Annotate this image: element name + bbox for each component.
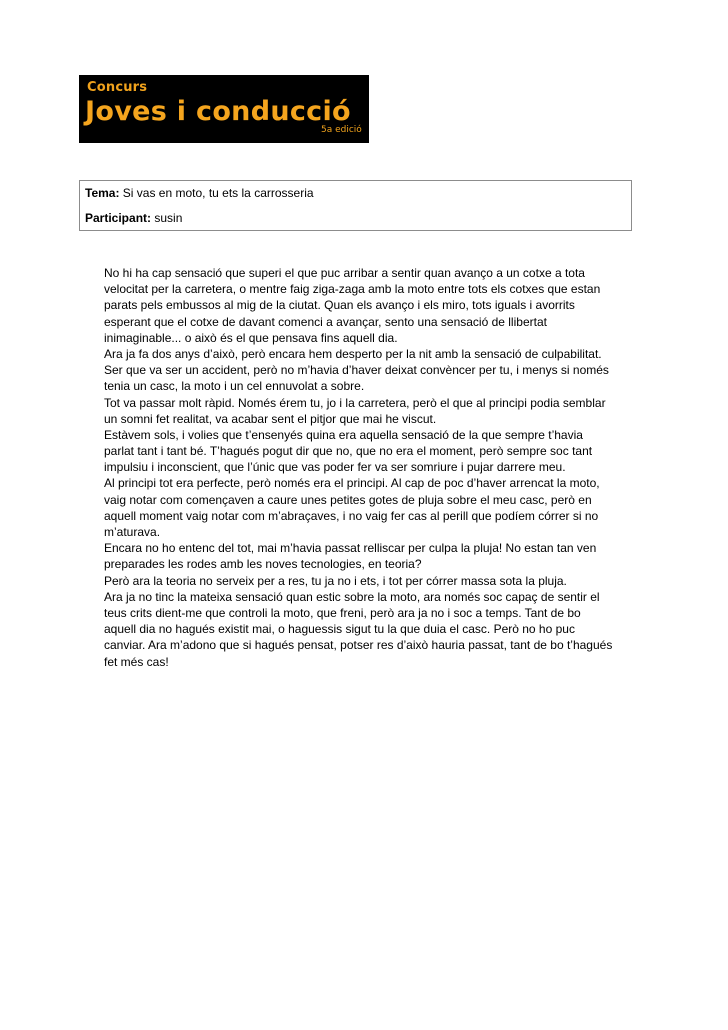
story-line: impulsiu i inconscient, que l’únic que vas poder fer va ser somriure i pujar darrere meu. (104, 460, 566, 475)
story-line: m’aturava. (104, 525, 161, 539)
story-line: No hi ha cap sensació que superi el que puc arribar a sentir quan avanço a un cotxe a tota (104, 266, 585, 280)
story-text (104, 265, 634, 670)
story-line: inimaginable... o això és el que pensava fins aquell dia. (104, 330, 398, 345)
story-line: un somni fet realitat, va acabar sent el pitjor que mai he viscut. (104, 411, 437, 426)
story-line: Al principi tot era perfecte, però només era el principi. Al cap de poc d’haver arrencat la moto, (104, 476, 600, 491)
participant-value: susin (154, 211, 183, 225)
story-line: canviar. Ara m’adono que si hagués pensat, potser res d’això hauria passat, tant de bo t’hagués (104, 638, 613, 653)
story-line: Ara ja no tinc la mateixa sensació quan estic sobre la moto, ara només soc capaç de sentir el (104, 589, 600, 604)
story-line: Estàvem sols, i volies que t’ensenyés quina era aquella sensació de la que sempre t’havia (104, 427, 583, 442)
participant-label: Participant: (85, 211, 155, 225)
story-line: vaig notar com començaven a caure unes petites gotes de pluja sobre el meu casc, però en (104, 492, 592, 507)
contest-logo (79, 75, 369, 143)
story-line: Tot va passar molt ràpid. Només érem tu, jo i la carretera, però el que al principi podia semblar (104, 395, 606, 410)
tema-row (85, 186, 314, 200)
story-line: Encara no ho entenc del tot, mai m’havia passat relliscar per culpa la pluja! No estan tan ven (104, 541, 597, 556)
story-line: aquell dia no hagués existit mai, o haguessis sigut tu la que duia el casc. Però no ho puc (104, 622, 575, 637)
story-line: parlat tant i tant bé. T’hagués pogut dir que no, que no era el moment, però sempre soc tant (104, 444, 593, 459)
logo-main-text: Joves i conducció (85, 96, 351, 127)
tema-label: Tema: (85, 186, 123, 200)
story-line: esperant que el cotxe de davant comenci a avançar, sento una sensació de llibertat (104, 314, 547, 329)
logo-edition-text: 5a edició (321, 125, 362, 135)
story-line: parats pels embussos al mig de la ciutat. Quan els avanço i els miro, tots iguals i avorrits (104, 298, 575, 313)
story-line: velocitat per la carretera, o mentre faig ziga-zaga amb la moto entre tots els cotxes que estan (104, 282, 601, 297)
participant-row (85, 211, 182, 225)
tema-value: Si vas en moto, tu ets la carrosseria (122, 186, 314, 200)
story-line: Però ara la teoria no serveix per a res, tu ja no i ets, i tot per córrer massa sota la pluja. (104, 573, 567, 588)
story-line: preparades les rodes amb les noves tecnologies, en teoria? (104, 557, 422, 572)
story-line: Ara ja fa dos anys d’això, però encara hem desperto per la nit amb la sensació de culpabilitat. (104, 346, 602, 361)
story-line: teus crits dient-me que controli la moto, que freni, però ara ja no i soc a temps. Tant de bo (104, 605, 581, 620)
story-line: tenia un casc, la moto i un cel ennuvolat a sobre. (104, 379, 365, 394)
story-line: fet més cas! (104, 654, 169, 669)
entry-info-box (79, 180, 632, 231)
logo-top-text: Concurs (87, 80, 148, 95)
story-line: Ser que va ser un accident, però no m’havia d’haver deixat convèncer per tu, i menys si només (104, 363, 609, 378)
story-line: aquell moment vaig notar com m’abraçaves, i no vaig fer cas al perill que podíem córrer si no (104, 508, 599, 523)
